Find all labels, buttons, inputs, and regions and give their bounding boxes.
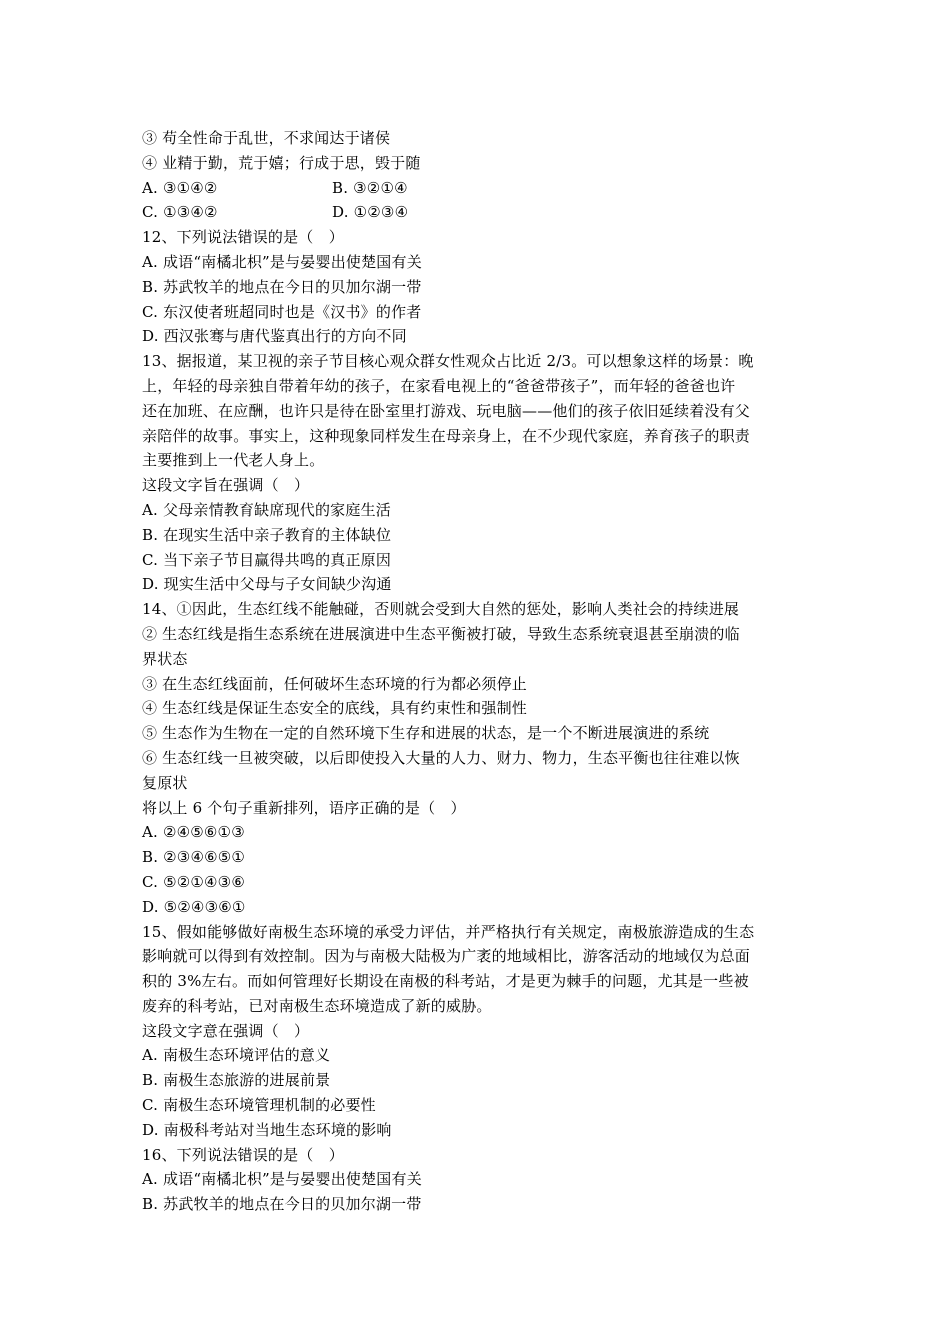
q16-stem: 16、下列说法错误的是（ ） [142,1145,344,1164]
q14-sentence-2: ② 生态红线是指生态系统在进展演进中生态平衡被打破，导致生态系统衰退甚至崩溃的临 [142,624,740,643]
q15-option-c: C. 南极生态环境管理机制的必要性 [142,1096,376,1115]
q14-sentence-6: ⑥ 生态红线一旦被突破，以后即使投入大量的人力、财力、物力，生态平衡也往往难以恢 [142,748,740,767]
q13-passage-line: 主要推到上一代老人身上。 [142,451,325,470]
q13-stem: 这段文字旨在强调（ ） [142,476,310,495]
page-content [142,126,814,1217]
q13-passage-line: 亲陪伴的故事。事实上，这种现象同样发生在母亲身上，在不少现代家庭，养育孩子的职责 [142,426,751,445]
q14-option-a: A. ②④⑤⑥①③ [142,823,245,842]
q14-sentence-4: ④ 生态红线是保证生态安全的底线，具有约束性和强制性 [142,699,527,718]
q15-option-d: D. 南极科考站对当地生态环境的影响 [142,1120,392,1139]
q15-passage-line: 废弃的科考站，已对南极生态环境造成了新的威胁。 [142,996,492,1015]
q14-option-b: B. ②③④⑥⑤① [142,848,246,867]
q14-option-c: C. ⑤②①④③⑥ [142,872,245,891]
q11-item-3: ③ 苟全性命于乱世，不求闻达于诸侯 [142,129,391,147]
q11-option-c: C. ①③④② [142,203,218,222]
q12-stem: 12、下列说法错误的是（ ） [142,228,344,247]
q11-options-row-2 [142,200,814,225]
q16-option-b: B. 苏武牧羊的地点在今日的贝加尔湖一带 [142,1195,422,1214]
q16-option-a: A. 成语“南橘北枳”是与晏婴出使楚国有关 [142,1170,422,1189]
q11-option-d: D. ①②③④ [332,203,409,222]
q12-option-d: D. 西汉张骞与唐代鉴真出行的方向不同 [142,327,407,346]
q15-passage-line: 影响就可以得到有效控制。因为与南极大陆极为广袤的地域相比，游客活动的地域仅为总面 [142,947,751,966]
q13-option-d: D. 现实生活中父母与子女间缺少沟通 [142,575,392,594]
q13-option-c: C. 当下亲子节目赢得共鸣的真正原因 [142,550,392,569]
q15-stem: 这段文字意在强调（ ） [142,1021,310,1040]
q14-sentence-5: ⑤ 生态作为生物在一定的自然环境下生存和进展的状态，是一个不断进展演进的系统 [142,724,710,743]
q11-option-b: B. ③②①④ [332,178,408,197]
q14-sentence-1: 14、①因此，生态红线不能触碰，否则就会受到大自然的惩处，影响人类社会的持续进展 [142,600,740,619]
q13-passage-line: 上，年轻的母亲独自带着年幼的孩子，在家看电视上的“爸爸带孩子”，而年轻的爸爸也许 [142,376,736,395]
q12-option-c: C. 东汉使者班超同时也是《汉书》的作者 [142,302,422,321]
q14-option-d: D. ⑤②④③⑥① [142,897,246,916]
q11-item-4: ④ 业精于勤，荒于嬉；行成于思，毁于随 [142,153,421,172]
q14-sentence-2-cont: 界状态 [142,649,188,668]
q15-passage-line: 积的 3%左右。而如何管理好长期设在南极的科考站，才是更为棘手的问题，尤其是一些被 [142,972,749,991]
q13-passage-line: 还在加班、在应酬，也许只是待在卧室里打游戏、玩电脑——他们的孩子依旧延续着没有父 [142,401,751,420]
q13-option-a: A. 父母亲情教育缺席现代的家庭生活 [142,500,391,519]
q11-options-row-1 [142,176,814,201]
q12-option-b: B. 苏武牧羊的地点在今日的贝加尔湖一带 [142,277,422,296]
q14-sentence-3: ③ 在生态红线面前，任何破坏生态环境的行为都必须停止 [142,674,527,693]
q14-sentence-6-cont: 复原状 [142,773,188,792]
q11-option-a: A. ③①④② [142,178,218,197]
q15-option-b: B. 南极生态旅游的进展前景 [142,1071,331,1090]
q13-passage-line: 13、据报道，某卫视的亲子节目核心观众群女性观众占比近 2/3。可以想象这样的场景：晚 [142,352,754,371]
q13-option-b: B. 在现实生活中亲子教育的主体缺位 [142,525,392,544]
q14-stem: 将以上 6 个句子重新排列，语序正确的是（ ） [142,798,466,817]
q12-option-a: A. 成语“南橘北枳”是与晏婴出使楚国有关 [142,252,422,271]
q15-option-a: A. 南极生态环境评估的意义 [142,1046,331,1065]
q15-passage-line: 15、假如能够做好南极生态环境的承受力评估，并严格执行有关规定，南极旅游造成的生态 [142,922,755,941]
